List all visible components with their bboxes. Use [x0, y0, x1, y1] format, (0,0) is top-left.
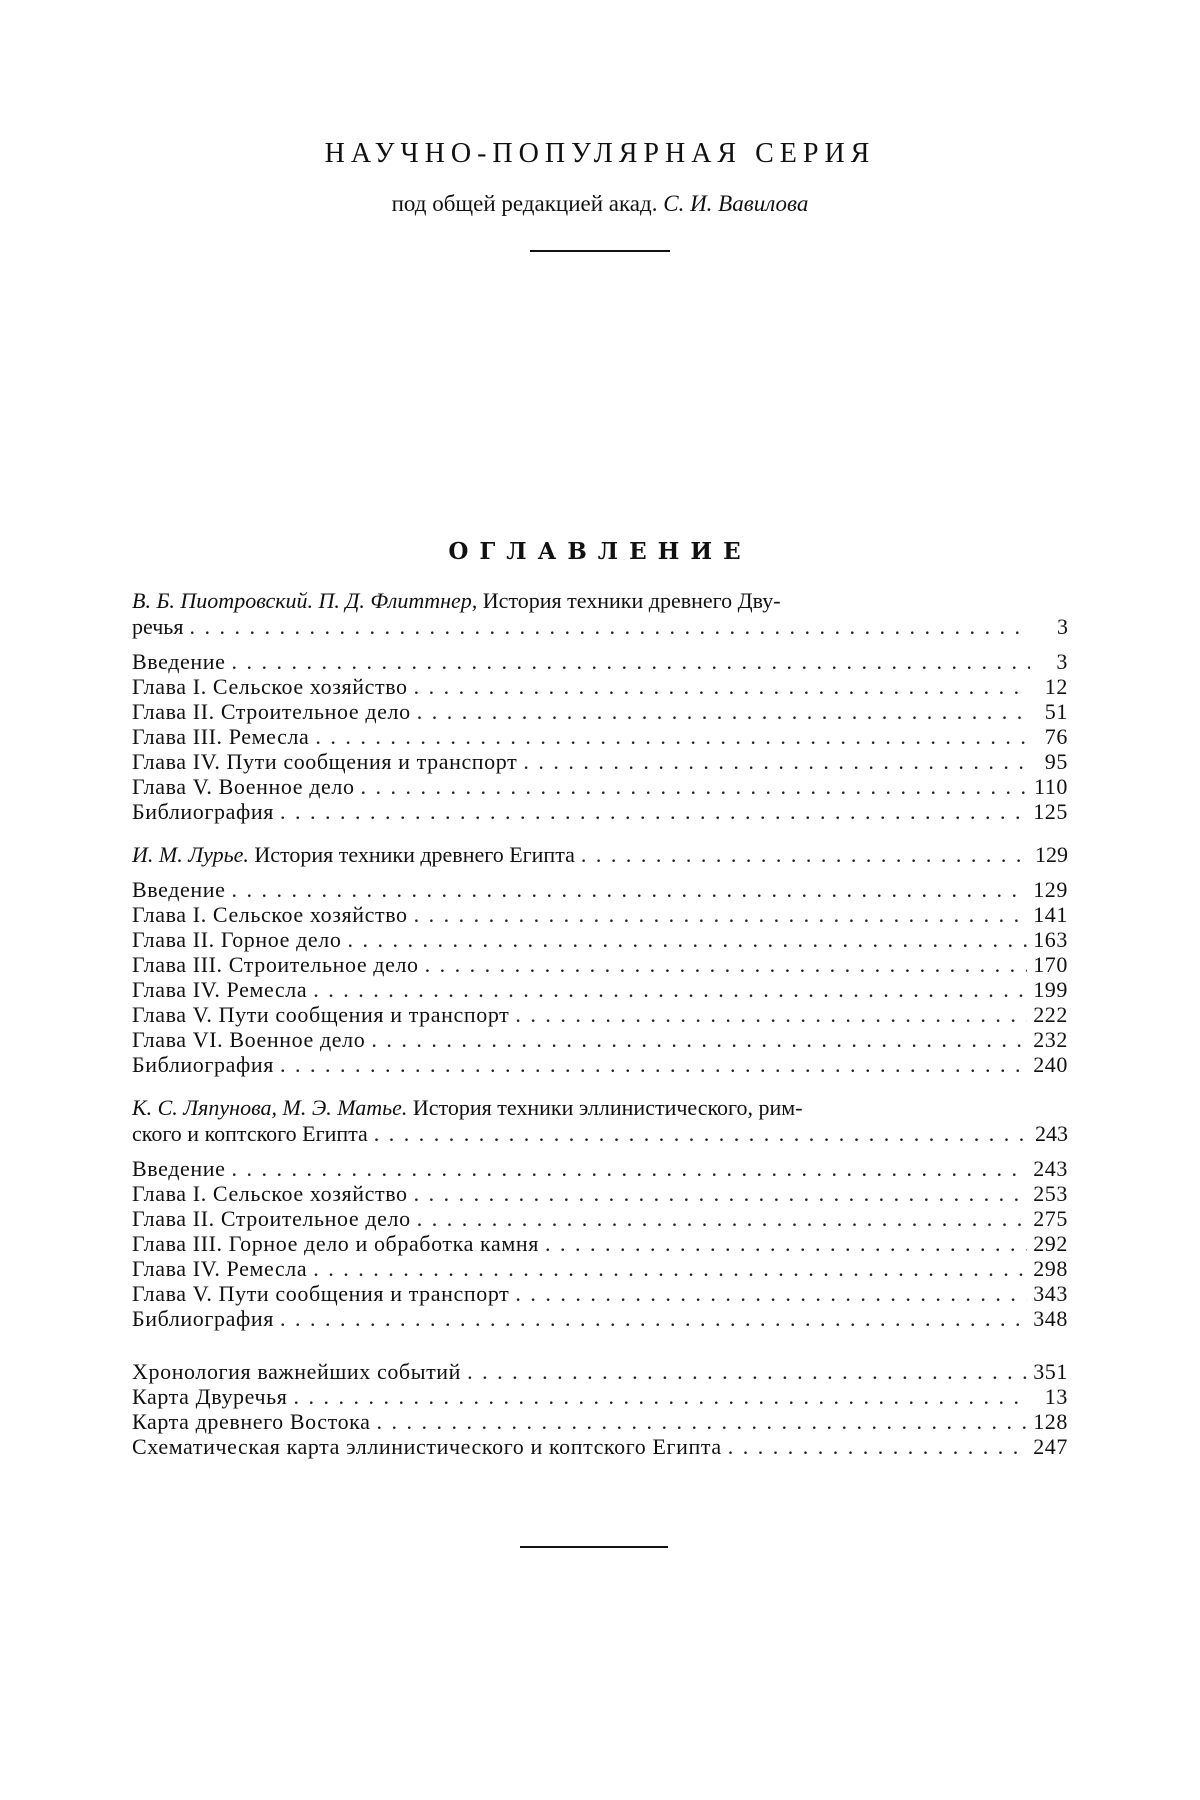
- toc-entry-page: 292: [1033, 1231, 1068, 1256]
- toc-entry-page: 351: [1033, 1359, 1068, 1384]
- chapter-list: [132, 649, 1068, 824]
- toc-entry: [132, 1384, 1068, 1409]
- toc-entry: [132, 1281, 1068, 1306]
- leader-dots: [313, 977, 1027, 1002]
- book-page: [0, 0, 1200, 1800]
- toc-entry-label: Глава III. Строительное дело: [132, 952, 419, 977]
- toc-entry-label: Глава VI. Военное дело: [132, 1027, 365, 1052]
- book-heading-line1: [132, 1095, 1068, 1121]
- toc-entry-label: Библиография: [132, 1052, 274, 1077]
- toc-entry-page: 110: [1034, 774, 1068, 799]
- leader-dots: [581, 842, 1029, 867]
- toc-entry-page: 13: [1036, 1384, 1068, 1409]
- leader-dots: [414, 902, 1028, 927]
- series-editor-line: [0, 191, 1200, 217]
- toc-entry: [132, 1002, 1068, 1027]
- toc-book-lyapunova: [132, 1095, 1068, 1331]
- toc-entry-label: Глава II. Строительное дело: [132, 699, 411, 724]
- book-title-line1: История техники древнего Дву-: [483, 588, 781, 613]
- toc-entry-label: Глава II. Строительное дело: [132, 1206, 411, 1231]
- leader-dots: [515, 1281, 1027, 1306]
- leader-dots: [425, 952, 1028, 977]
- book-heading-line2: [132, 614, 1068, 639]
- book-title-line2: ского и коптского Египта: [132, 1121, 368, 1146]
- toc-entry-page: 222: [1033, 1002, 1068, 1027]
- toc-entry: [132, 1206, 1068, 1231]
- leader-dots: [371, 1027, 1027, 1052]
- toc-entry: [132, 724, 1068, 749]
- toc-entry: [132, 674, 1068, 699]
- toc-book-piotrovsky: [132, 588, 1068, 824]
- toc-entry-page: 298: [1033, 1256, 1068, 1281]
- toc-entry-label: Глава I. Сельское хозяйство: [132, 674, 408, 699]
- toc-entry: [132, 927, 1068, 952]
- chapter-list: [132, 1156, 1068, 1331]
- toc-entry-page: 275: [1033, 1206, 1068, 1231]
- leader-dots: [189, 614, 1030, 639]
- toc-entry-page: 12: [1036, 674, 1068, 699]
- toc-entry-label: Глава II. Горное дело: [132, 927, 341, 952]
- toc-entry-label: Глава V. Военное дело: [132, 774, 355, 799]
- editor-name: С. И. Вавилова: [663, 191, 808, 216]
- toc-entry-label: Глава III. Ремесла: [132, 724, 309, 749]
- leader-dots: [728, 1434, 1027, 1459]
- toc-heading: ОГЛАВЛЕНИЕ: [0, 538, 1200, 565]
- leader-dots: [417, 699, 1030, 724]
- toc-entry: [132, 977, 1068, 1002]
- toc-entry-page: 232: [1033, 1027, 1068, 1052]
- toc-entry: [132, 1156, 1068, 1181]
- toc-entry: [132, 1181, 1068, 1206]
- toc-entry-page: 129: [1033, 877, 1068, 902]
- toc-entry: [132, 774, 1068, 799]
- leader-dots: [231, 877, 1027, 902]
- leader-dots: [414, 1181, 1028, 1206]
- toc-entry-page: 128: [1033, 1409, 1068, 1434]
- toc-appendix: [132, 1359, 1068, 1459]
- toc-entry-label: Хронология важнейших событий: [132, 1359, 461, 1384]
- toc-entry-page: 76: [1036, 724, 1068, 749]
- toc-entry-label: Глава I. Сельское хозяйство: [132, 1181, 408, 1206]
- toc-entry: [132, 1434, 1068, 1459]
- toc-entry-label: Глава IV. Ремесла: [132, 977, 307, 1002]
- toc-entry: [132, 1306, 1068, 1331]
- toc-entry-page: 51: [1036, 699, 1068, 724]
- editor-prefix: под общей редакцией акад.: [392, 191, 658, 216]
- toc-entry-label: Глава V. Пути сообщения и транспорт: [132, 1281, 509, 1306]
- toc-entry: [132, 877, 1068, 902]
- toc-entry: [132, 1256, 1068, 1281]
- toc-entry-page: 170: [1033, 952, 1068, 977]
- toc-entry-page: 125: [1033, 799, 1068, 824]
- toc-entry-label: Схематическая карта эллинистического и коптского Египта: [132, 1434, 722, 1459]
- toc-entry: [132, 1052, 1068, 1077]
- toc-entry: [132, 1231, 1068, 1256]
- toc-entry-page: 3: [1036, 649, 1068, 674]
- leader-dots: [315, 724, 1030, 749]
- leader-dots: [545, 1231, 1027, 1256]
- leader-dots: [523, 749, 1030, 774]
- leader-dots: [280, 799, 1027, 824]
- book-title-line1: История техники древнего Египта: [254, 842, 574, 867]
- book-authors: И. М. Лурье.: [132, 842, 249, 867]
- leader-dots: [280, 1306, 1027, 1331]
- toc-entry: [132, 952, 1068, 977]
- toc-entry-page: 141: [1033, 902, 1068, 927]
- toc-entry-page: 243: [1033, 1156, 1068, 1181]
- book-page-number: 129: [1035, 842, 1068, 867]
- toc-entry-label: Глава V. Пути сообщения и транспорт: [132, 1002, 509, 1027]
- book-authors: К. С. Ляпунова, М. Э. Матье.: [132, 1095, 407, 1120]
- toc-entry-page: 348: [1033, 1306, 1068, 1331]
- leader-dots: [374, 1121, 1029, 1146]
- toc-entry-page: 163: [1033, 927, 1068, 952]
- toc-entry-label: Введение: [132, 877, 225, 902]
- book-heading-line1: [132, 842, 1068, 867]
- leader-dots: [377, 1409, 1028, 1434]
- book-heading: [132, 588, 1068, 639]
- toc-entry-label: Глава I. Сельское хозяйство: [132, 902, 408, 927]
- leader-dots: [361, 774, 1028, 799]
- toc-entry-page: 343: [1033, 1281, 1068, 1306]
- leader-dots: [280, 1052, 1027, 1077]
- toc-entry-label: Библиография: [132, 1306, 274, 1331]
- book-authors: В. Б. Пиотровский. П. Д. Флиттнер,: [132, 588, 477, 613]
- toc-entry-label: Карта древнего Востока: [132, 1409, 371, 1434]
- book-title-line2: речья: [132, 614, 183, 639]
- leader-dots: [414, 674, 1030, 699]
- book-page-number: 3: [1036, 614, 1068, 639]
- leader-dots: [231, 1156, 1027, 1181]
- book-heading-line1: [132, 588, 1068, 614]
- toc-entry: [132, 902, 1068, 927]
- book-heading-line2: [132, 1121, 1068, 1146]
- book-heading: [132, 842, 1068, 867]
- leader-dots: [515, 1002, 1027, 1027]
- toc-entry-label: Глава IV. Пути сообщения и транспорт: [132, 749, 517, 774]
- toc-entry-label: Введение: [132, 1156, 225, 1181]
- leader-dots: [417, 1206, 1027, 1231]
- toc-entry: [132, 1027, 1068, 1052]
- toc-entry-page: 95: [1036, 749, 1068, 774]
- toc-book-lurie: [132, 842, 1068, 1077]
- toc-entry-label: Введение: [132, 649, 225, 674]
- toc-entry-label: Карта Двуречья: [132, 1384, 287, 1409]
- toc-entry: [132, 1359, 1068, 1384]
- leader-dots: [231, 649, 1030, 674]
- toc-entry-page: 247: [1033, 1434, 1068, 1459]
- toc-entry: [132, 799, 1068, 824]
- table-of-contents: [132, 588, 1068, 1459]
- toc-entry: [132, 699, 1068, 724]
- top-divider: [530, 250, 670, 252]
- series-title: НАУЧНО-ПОПУЛЯРНАЯ СЕРИЯ: [0, 138, 1200, 170]
- toc-entry-label: Глава IV. Ремесла: [132, 1256, 307, 1281]
- book-heading: [132, 1095, 1068, 1146]
- bottom-divider: [520, 1546, 668, 1548]
- toc-entry-page: 199: [1033, 977, 1068, 1002]
- toc-entry-label: Библиография: [132, 799, 274, 824]
- book-page-number: 243: [1035, 1121, 1068, 1146]
- toc-entry: [132, 1409, 1068, 1434]
- leader-dots: [467, 1359, 1027, 1384]
- leader-dots: [347, 927, 1027, 952]
- leader-dots: [313, 1256, 1027, 1281]
- toc-entry-label: Глава III. Горное дело и обработка камня: [132, 1231, 539, 1256]
- toc-entry-page: 253: [1033, 1181, 1068, 1206]
- toc-entry: [132, 749, 1068, 774]
- toc-entry-page: 240: [1033, 1052, 1068, 1077]
- toc-entry: [132, 649, 1068, 674]
- leader-dots: [293, 1384, 1030, 1409]
- chapter-list: [132, 877, 1068, 1077]
- book-title-line1: История техники эллинистического, рим-: [413, 1095, 803, 1120]
